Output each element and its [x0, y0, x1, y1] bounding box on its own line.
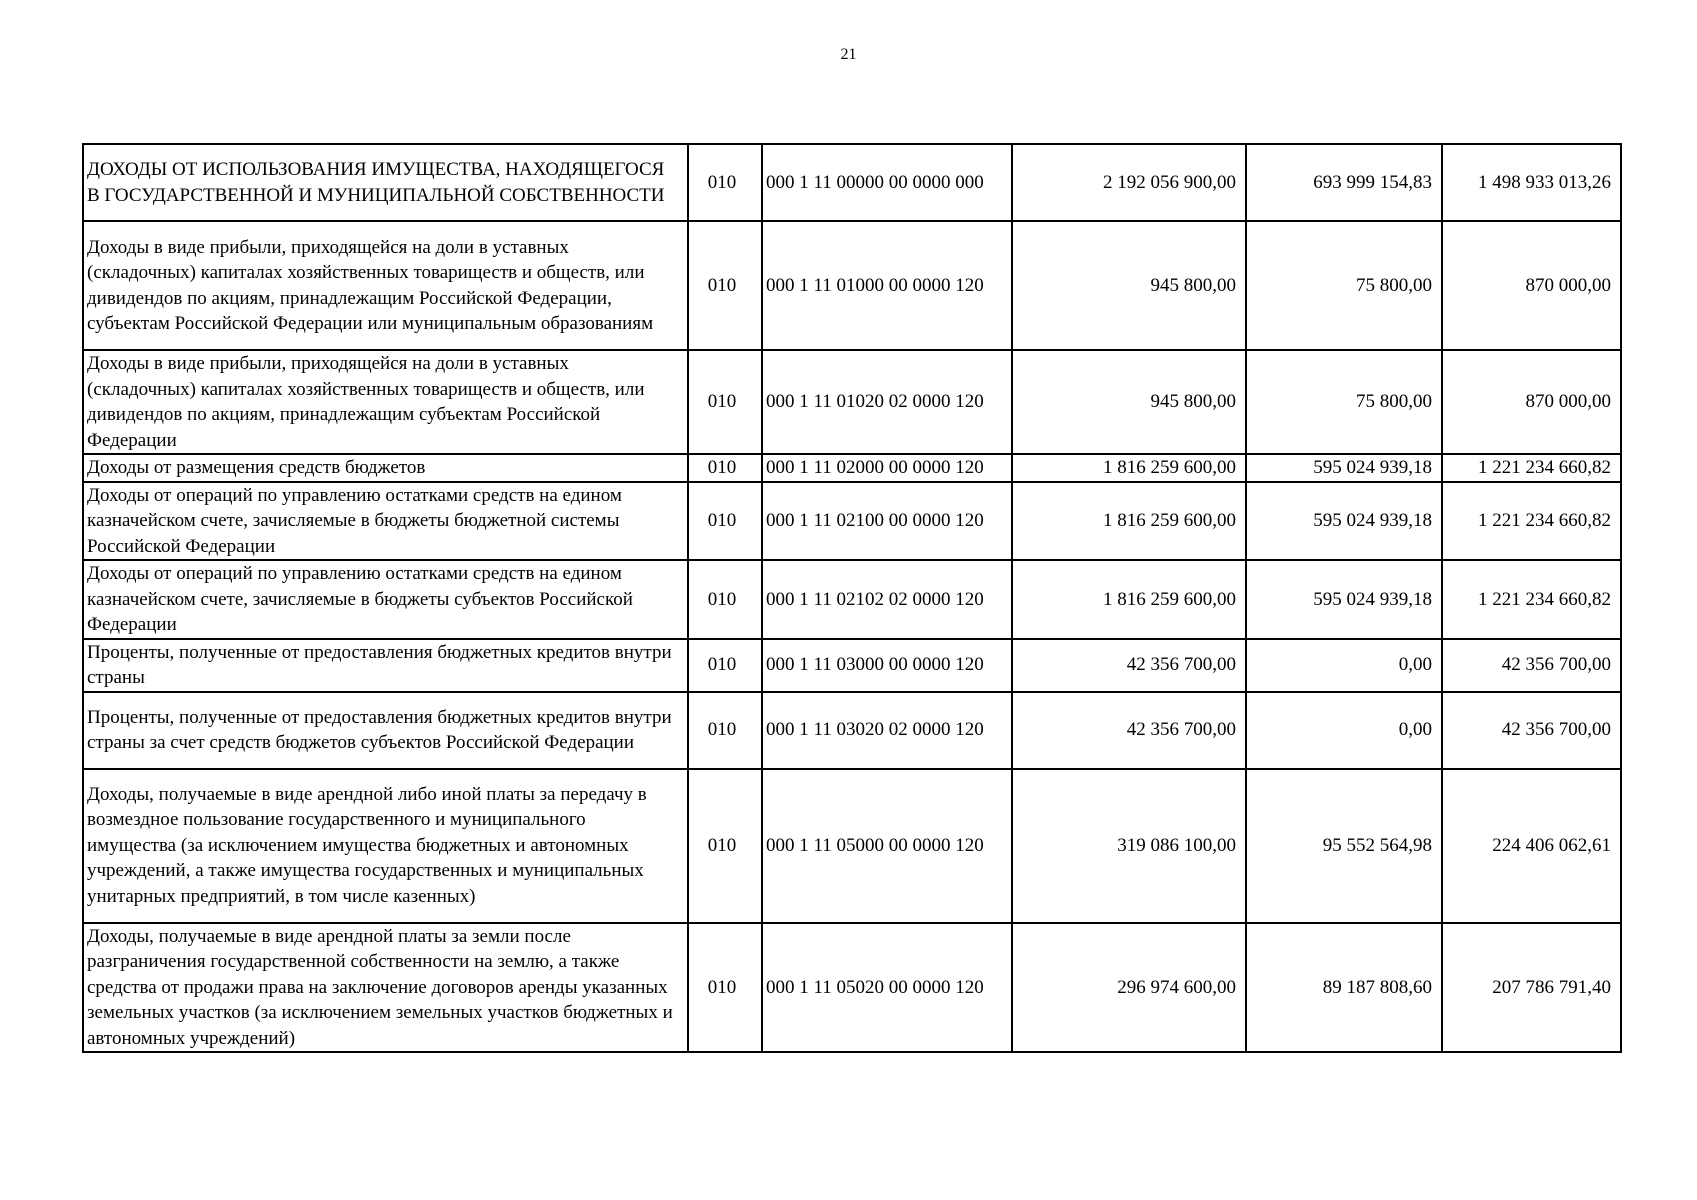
row-budget-code: 000 1 11 02100 00 0000 120 — [762, 482, 1012, 561]
row-unexecuted: 42 356 700,00 — [1442, 639, 1621, 692]
row-budget-code: 000 1 11 02000 00 0000 120 — [762, 454, 1012, 482]
row-approved: 1 816 259 600,00 — [1012, 454, 1246, 482]
row-name: Проценты, полученные от предоставления бюджетных кредитов внутри страны — [83, 639, 688, 692]
row-executed: 89 187 808,60 — [1246, 923, 1442, 1053]
row-budget-code: 000 1 11 01000 00 0000 120 — [762, 221, 1012, 350]
row-name: Доходы в виде прибыли, приходящейся на доли в уставных (складочных) капиталах хозяйственных товариществ и обществ, или дивидендов по акциям, принадлежащим субъектам Российской Федерации — [83, 350, 688, 454]
row-approved: 2 192 056 900,00 — [1012, 144, 1246, 221]
table-row — [83, 560, 1621, 639]
table-row — [83, 769, 1621, 923]
row-executed: 75 800,00 — [1246, 221, 1442, 350]
row-unexecuted: 870 000,00 — [1442, 350, 1621, 454]
table-row — [83, 221, 1621, 350]
row-approved: 42 356 700,00 — [1012, 692, 1246, 769]
row-unexecuted: 207 786 791,40 — [1442, 923, 1621, 1053]
row-budget-code: 000 1 11 03020 02 0000 120 — [762, 692, 1012, 769]
row-unexecuted: 224 406 062,61 — [1442, 769, 1621, 923]
row-unexecuted: 1 498 933 013,26 — [1442, 144, 1621, 221]
table-row — [83, 454, 1621, 482]
row-executed: 95 552 564,98 — [1246, 769, 1442, 923]
row-approved: 945 800,00 — [1012, 350, 1246, 454]
row-budget-code: 000 1 11 02102 02 0000 120 — [762, 560, 1012, 639]
row-executed: 595 024 939,18 — [1246, 482, 1442, 561]
row-approved: 1 816 259 600,00 — [1012, 482, 1246, 561]
row-line-code: 010 — [688, 560, 762, 639]
row-budget-code: 000 1 11 00000 00 0000 000 — [762, 144, 1012, 221]
row-line-code: 010 — [688, 769, 762, 923]
row-executed: 0,00 — [1246, 639, 1442, 692]
row-approved: 1 816 259 600,00 — [1012, 560, 1246, 639]
row-executed: 0,00 — [1246, 692, 1442, 769]
row-name: Доходы, получаемые в виде арендной либо иной платы за передачу в возмездное пользование государственного и муниципального имущества (за исключением имущества бюджетных и автономных учреждений, а также имущества государственных и муниципальных унитарных предприятий, в том числе казенных) — [83, 769, 688, 923]
row-budget-code: 000 1 11 05000 00 0000 120 — [762, 769, 1012, 923]
row-approved: 945 800,00 — [1012, 221, 1246, 350]
row-line-code: 010 — [688, 221, 762, 350]
row-name: Доходы от операций по управлению остатками средств на едином казначейском счете, зачисляемые в бюджеты бюджетной системы Российской Федерации — [83, 482, 688, 561]
row-line-code: 010 — [688, 482, 762, 561]
row-approved: 42 356 700,00 — [1012, 639, 1246, 692]
row-unexecuted: 42 356 700,00 — [1442, 692, 1621, 769]
row-unexecuted: 1 221 234 660,82 — [1442, 482, 1621, 561]
row-name: Доходы от операций по управлению остатками средств на едином казначейском счете, зачисляемые в бюджеты субъектов Российской Федерации — [83, 560, 688, 639]
row-name: Доходы от размещения средств бюджетов — [83, 454, 688, 482]
row-approved: 296 974 600,00 — [1012, 923, 1246, 1053]
row-line-code: 010 — [688, 923, 762, 1053]
table-row — [83, 482, 1621, 561]
row-line-code: 010 — [688, 350, 762, 454]
row-executed: 75 800,00 — [1246, 350, 1442, 454]
row-budget-code: 000 1 11 05020 00 0000 120 — [762, 923, 1012, 1053]
row-name: Доходы в виде прибыли, приходящейся на доли в уставных (складочных) капиталах хозяйственных товариществ и обществ, или дивидендов по акциям, принадлежащим Российской Федерации, субъектам Российской Федерации или муниципальным образованиям — [83, 221, 688, 350]
table-row — [83, 144, 1621, 221]
row-name: Доходы, получаемые в виде арендной платы за земли после разграничения государственной собственности на землю, а также средства от продажи права на заключение договоров аренды указанных земельных участков (за исключением земельных участков бюджетных и автономных учреждений) — [83, 923, 688, 1053]
row-budget-code: 000 1 11 03000 00 0000 120 — [762, 639, 1012, 692]
table-row — [83, 923, 1621, 1053]
row-line-code: 010 — [688, 454, 762, 482]
row-name: Проценты, полученные от предоставления бюджетных кредитов внутри страны за счет средств бюджетов субъектов Российской Федерации — [83, 692, 688, 769]
row-unexecuted: 1 221 234 660,82 — [1442, 454, 1621, 482]
page-number: 21 — [840, 46, 857, 63]
row-executed: 693 999 154,83 — [1246, 144, 1442, 221]
row-executed: 595 024 939,18 — [1246, 454, 1442, 482]
row-budget-code: 000 1 11 01020 02 0000 120 — [762, 350, 1012, 454]
row-line-code: 010 — [688, 692, 762, 769]
table-row — [83, 639, 1621, 692]
row-unexecuted: 1 221 234 660,82 — [1442, 560, 1621, 639]
row-line-code: 010 — [688, 144, 762, 221]
row-name: ДОХОДЫ ОТ ИСПОЛЬЗОВАНИЯ ИМУЩЕСТВА, НАХОДЯЩЕГОСЯ В ГОСУДАРСТВЕННОЙ И МУНИЦИПАЛЬНОЙ СОБСТВЕННОСТИ — [83, 144, 688, 221]
row-approved: 319 086 100,00 — [1012, 769, 1246, 923]
row-unexecuted: 870 000,00 — [1442, 221, 1621, 350]
table-row — [83, 692, 1621, 769]
row-line-code: 010 — [688, 639, 762, 692]
revenue-table — [82, 143, 1622, 1053]
table-row — [83, 350, 1621, 454]
row-executed: 595 024 939,18 — [1246, 560, 1442, 639]
